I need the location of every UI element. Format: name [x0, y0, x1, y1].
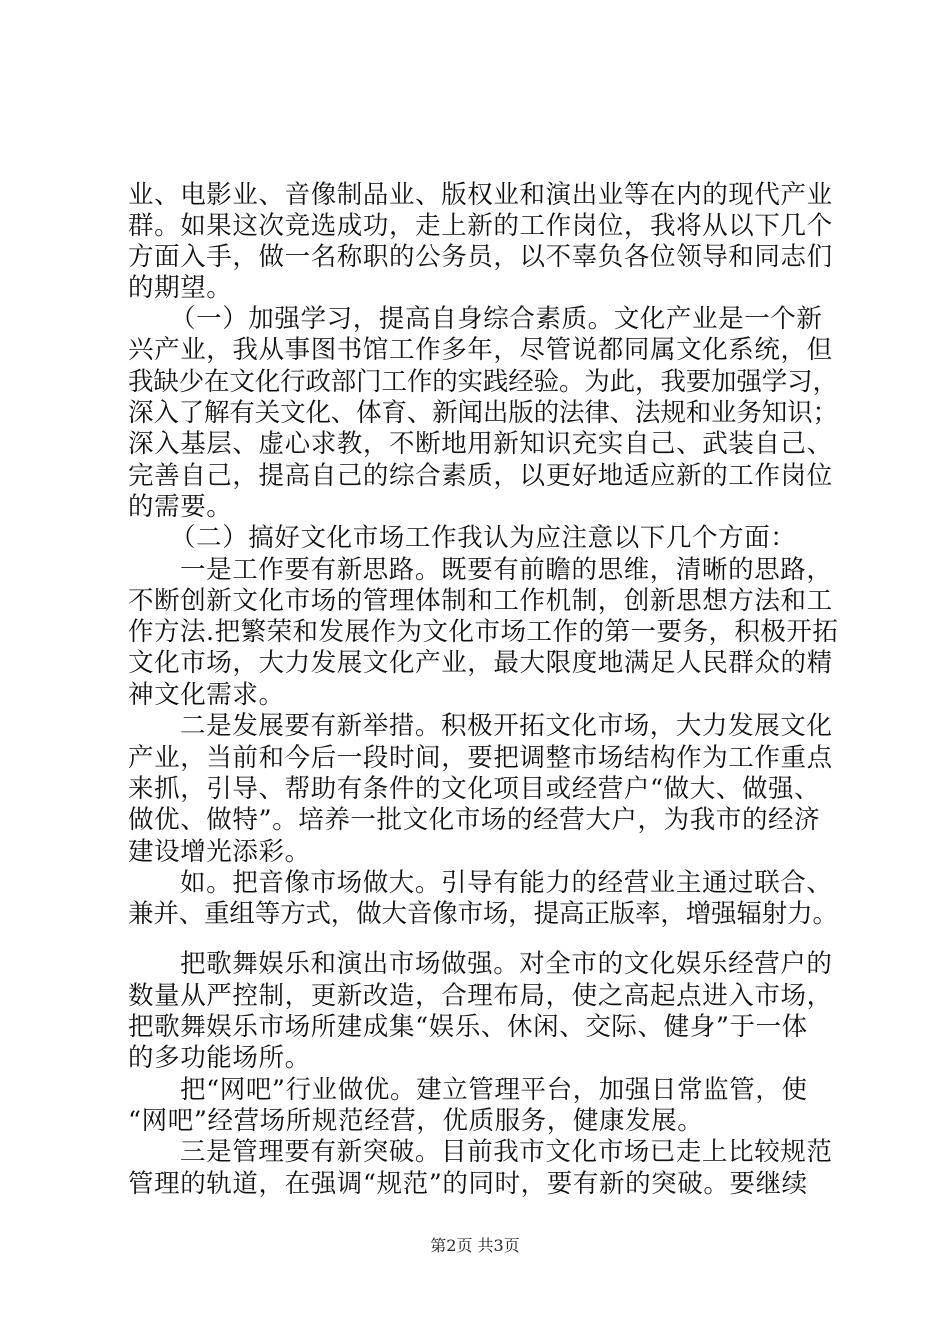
text-line: （一）加强学习，提高自身综合素质。文化产业是一个新 [170, 304, 823, 334]
text-line: 产业，当前和今后一段时间，要把调整市场结构作为工作重点 [128, 743, 833, 773]
text-line: 把歌舞娱乐市场所建成集“娱乐、休闲、交际、健身”于一体 [128, 1012, 808, 1042]
text-line: 作方法.把繁荣和发展作为文化市场工作的第一要务，积极开拓 [128, 617, 839, 647]
text-line: “网吧”经营场所规范经营，优质服务，健康发展。 [128, 1106, 704, 1136]
text-line: 一是工作要有新思路。既要有前瞻的思维，清晰的思路， [180, 555, 833, 585]
text-line: 三是管理要有新突破。目前我市文化市场已走上比较规范 [180, 1137, 833, 1167]
text-line: 业、电影业、音像制品业、版权业和演出业等在内的现代产业 [128, 180, 833, 210]
text-line: 来抓，引导、帮助有条件的文化项目或经营户“做大、做强、 [128, 774, 821, 804]
text-line: 完善自己，提高自己的综合素质，以更好地适应新的工作岗位 [128, 461, 833, 491]
text-line: 兼并、重组等方式，做大音像市场，提高正版率，增强辐射力。 [128, 899, 838, 929]
text-line: 兴产业，我从事图书馆工作多年，尽管说都同属文化系统，但 [128, 335, 833, 365]
text-line: 群。如果这次竞选成功，走上新的工作岗位，我将从以下几个 [128, 211, 833, 241]
text-line: 做优、做特”。培养一批文化市场的经营大户，为我市的经济 [128, 805, 821, 835]
text-line: 管理的轨道，在强调“规范”的同时，要有新的突破。要继续 [128, 1169, 808, 1199]
text-line: 文化市场，大力发展文化产业，最大限度地满足人民群众的精 [128, 648, 833, 678]
text-line: 的需要。 [128, 492, 233, 522]
text-line: 二是发展要有新举措。积极开拓文化市场，大力发展文化 [180, 711, 833, 741]
text-line: 不断创新文化市场的管理体制和工作机制，创新思想方法和工 [128, 586, 833, 616]
text-line: 深入基层、虚心求教，不断地用新知识充实自己、武装自己、 [128, 429, 833, 459]
text-line: 的多功能场所。 [128, 1043, 311, 1073]
text-line: 方面入手，做一名称职的公务员，以不辜负各位领导和同志们 [128, 242, 833, 272]
text-line: 深入了解有关文化、体育、新闻出版的法律、法规和业务知识； [128, 398, 838, 428]
text-line: 神文化需求。 [128, 680, 285, 710]
text-line: 把歌舞娱乐和演出市场做强。对全市的文化娱乐经营户的 [180, 949, 833, 979]
page-number-footer: 第2页 共3页 [430, 1236, 520, 1255]
text-line: 建设增光添彩。 [128, 837, 311, 867]
text-line: 把“网吧”行业做优。建立管理平台，加强日常监管，使 [180, 1075, 808, 1105]
text-line: 我缺少在文化行政部门工作的实践经验。为此，我要加强学习， [128, 367, 838, 397]
text-line: 如。把音像市场做大。引导有能力的经营业主通过联合、 [180, 868, 833, 898]
text-line: 的期望。 [128, 273, 233, 303]
text-line: （二）搞好文化市场工作我认为应注意以下几个方面： [170, 523, 797, 553]
text-line: 数量从严控制，更新改造，合理布局，使之高起点进入市场， [128, 981, 833, 1011]
